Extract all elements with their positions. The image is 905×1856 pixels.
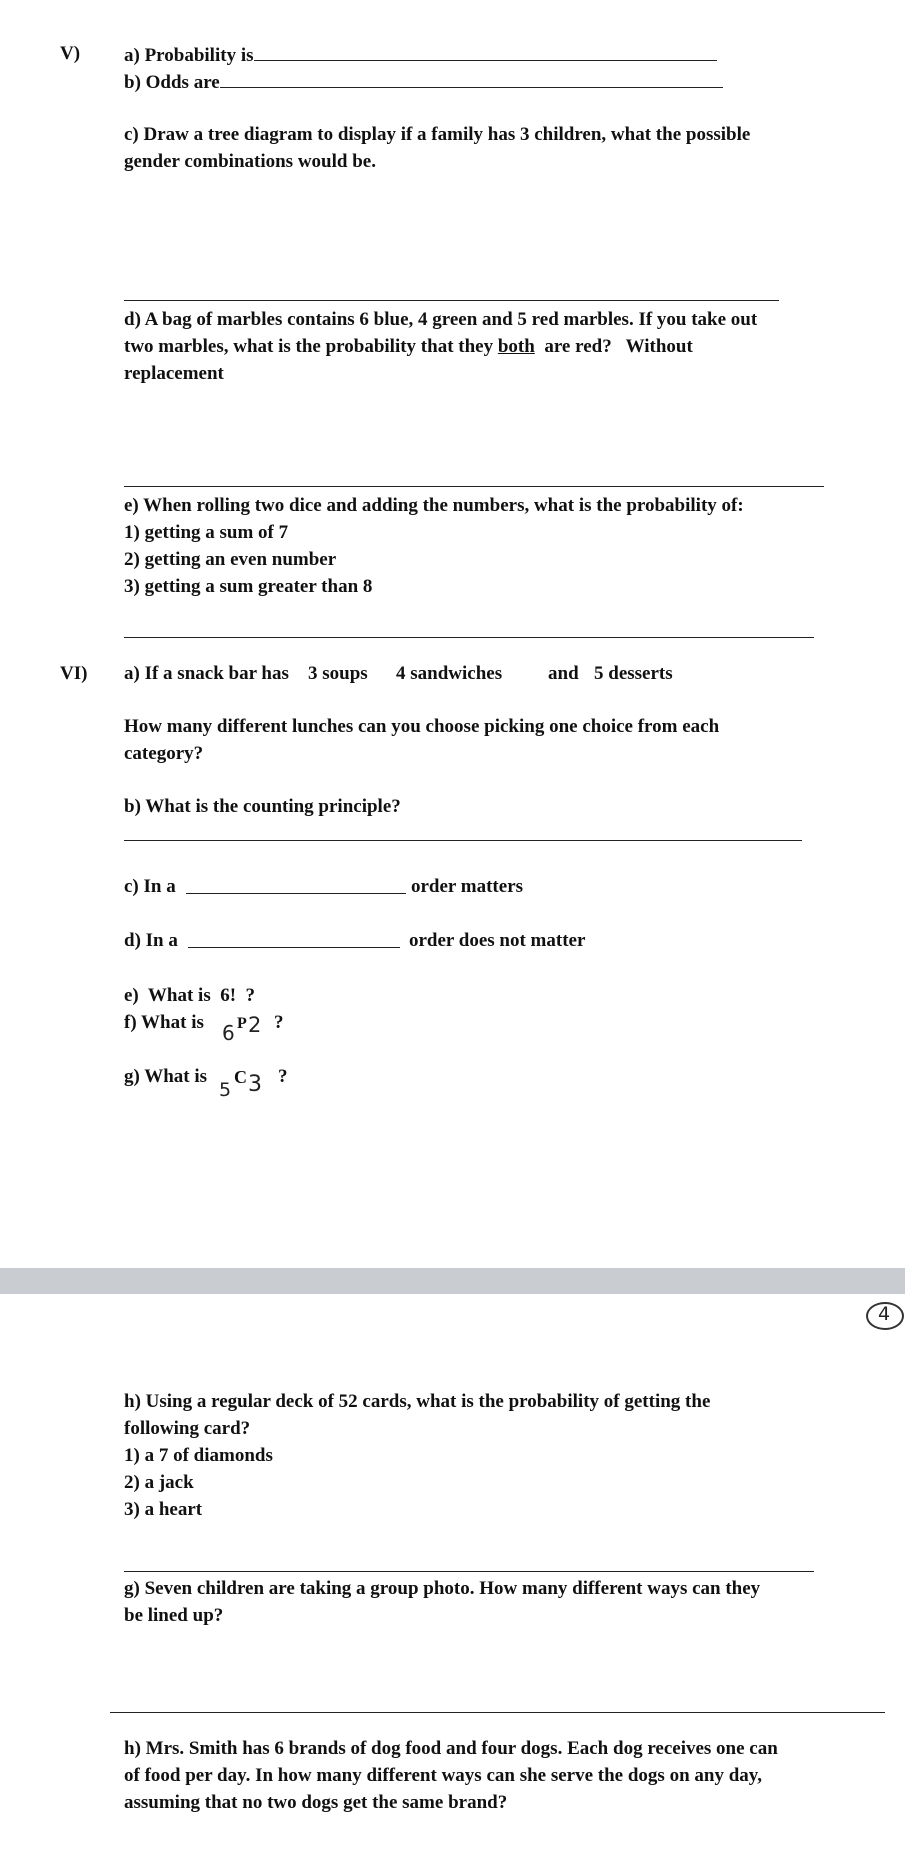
combination-r: 3 xyxy=(248,1072,262,1097)
probability-definition xyxy=(124,40,717,69)
permutation-answer-blank[interactable] xyxy=(186,873,406,894)
odds-answer-blank[interactable] xyxy=(220,67,723,88)
lunches-question-line1: How many different lunches can you choose picking one choice from each xyxy=(124,716,720,737)
permutation-r: 2 xyxy=(248,1013,262,1037)
probability-answer-blank[interactable] xyxy=(254,40,717,61)
divider-rule xyxy=(124,637,814,638)
marbles-both-underlined: both xyxy=(497,336,535,357)
divider-rule xyxy=(124,1571,814,1572)
permutation-tail: order matters xyxy=(411,876,524,897)
combination-notation-lead: g) What is xyxy=(124,1066,208,1087)
combination-notation-question xyxy=(124,1063,207,1090)
snack-bar-lead: a) If a snack bar has xyxy=(124,663,289,684)
dog-food-question-line3: assuming that no two dogs get the same brand? xyxy=(124,1792,508,1813)
permutation-notation-question xyxy=(124,1009,204,1036)
divider-rule xyxy=(124,300,779,301)
section-v-label: V) xyxy=(60,43,81,64)
marbles-line2-post: are red? Without xyxy=(534,336,693,357)
divider-rule xyxy=(124,486,824,487)
combination-n: 5 xyxy=(219,1079,232,1101)
permutation-n: 6 xyxy=(222,1021,235,1045)
combination-c: C xyxy=(234,1067,247,1087)
lunches-question-line2: category? xyxy=(124,743,204,764)
cards-item: 2) a jack xyxy=(124,1472,194,1493)
marbles-question-line2 xyxy=(124,333,693,360)
dice-question: e) When rolling two dice and adding the numbers, what is the probability of: xyxy=(124,495,744,516)
odds-prompt: b) Odds are xyxy=(124,72,220,93)
combination-tail: order does not matter xyxy=(409,930,586,951)
dice-item: 3) getting a sum greater than 8 xyxy=(124,576,373,597)
combination-definition xyxy=(124,927,178,954)
page-number: 4 xyxy=(878,1303,891,1325)
combination-qmark: ? xyxy=(278,1066,288,1087)
marbles-question-line1: d) A bag of marbles contains 6 blue, 4 green and 5 red marbles. If you take out xyxy=(124,309,758,330)
tree-diagram-question-line2: gender combinations would be. xyxy=(124,151,376,172)
page-separator xyxy=(0,1268,905,1294)
permutation-p: P xyxy=(237,1015,247,1032)
permutation-qmark: ? xyxy=(274,1012,284,1033)
probability-prompt: a) Probability is xyxy=(124,45,254,66)
section-vi-label: VI) xyxy=(60,663,88,684)
dice-item: 1) getting a sum of 7 xyxy=(124,522,289,543)
cards-item: 3) a heart xyxy=(124,1499,203,1520)
combination-lead: d) In a xyxy=(124,930,178,951)
marbles-line2-pre: two marbles, what is the probability that they xyxy=(124,336,498,357)
permutation-definition xyxy=(124,873,176,900)
snack-bar-and: and xyxy=(548,663,579,684)
dog-food-question-line1: h) Mrs. Smith has 6 brands of dog food and four dogs. Each dog receives one can xyxy=(124,1738,778,1759)
cards-question-line1: h) Using a regular deck of 52 cards, what is the probability of getting the xyxy=(124,1391,711,1412)
combination-answer-blank[interactable] xyxy=(188,927,400,948)
odds-definition xyxy=(124,67,723,96)
cards-question-line2: following card? xyxy=(124,1418,251,1439)
tree-diagram-question-line1: c) Draw a tree diagram to display if a family has 3 children, what the possible xyxy=(124,124,751,145)
cards-item: 1) a 7 of diamonds xyxy=(124,1445,273,1466)
snack-bar-desserts: 5 desserts xyxy=(594,663,673,684)
dog-food-question-line2: of food per day. In how many different ways can she serve the dogs on any day, xyxy=(124,1765,762,1786)
photo-question-line2: be lined up? xyxy=(124,1605,224,1626)
marbles-question-line3: replacement xyxy=(124,363,224,384)
permutation-notation-lead: f) What is xyxy=(124,1012,204,1033)
snack-bar-soups: 3 soups xyxy=(308,663,368,684)
snack-bar-sandwiches: 4 sandwiches xyxy=(396,663,503,684)
counting-principle-answer-line[interactable] xyxy=(124,840,802,841)
photo-question-line1: g) Seven children are taking a group photo. How many different ways can they xyxy=(124,1578,761,1599)
factorial-question: e) What is 6! ? xyxy=(124,985,256,1006)
dice-item: 2) getting an even number xyxy=(124,549,337,570)
divider-rule xyxy=(110,1712,885,1713)
permutation-lead: c) In a xyxy=(124,876,176,897)
counting-principle-question: b) What is the counting principle? xyxy=(124,796,401,817)
